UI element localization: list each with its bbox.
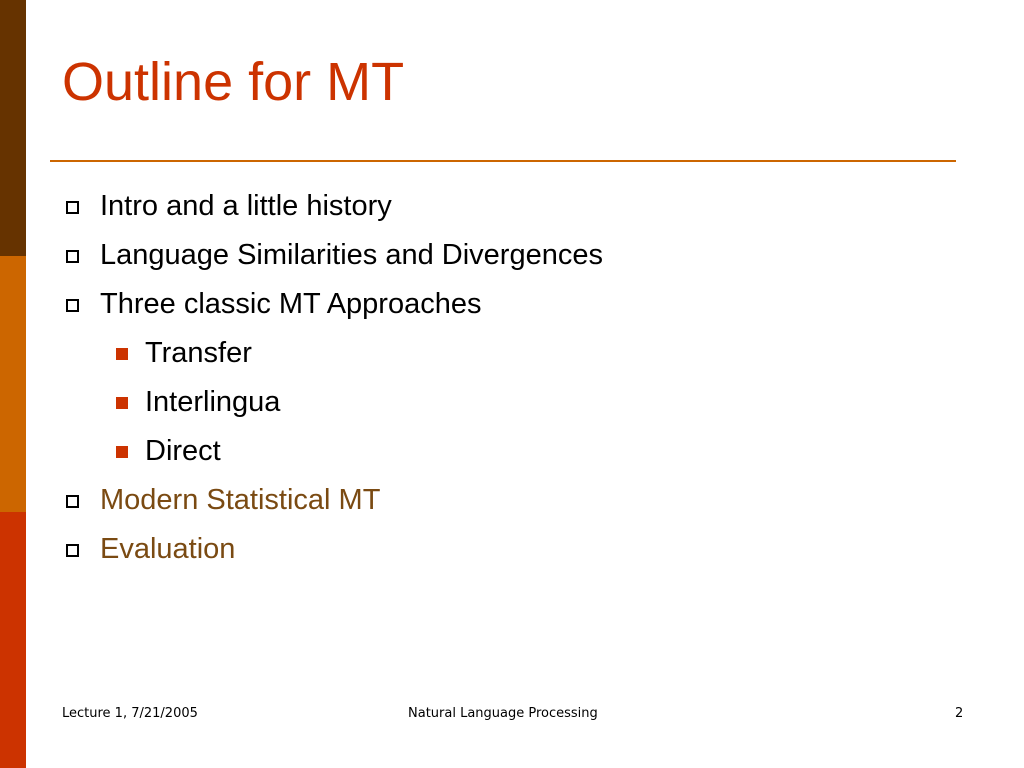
sub-bullet-item: [0, 329, 603, 378]
bullet-list: [0, 182, 603, 574]
bullet-item: [0, 182, 603, 231]
hollow-square-bullet-icon: [66, 495, 79, 508]
footer-lecture-date: Lecture 1, 7/21/2005: [62, 706, 198, 721]
bullet-item: [0, 231, 603, 280]
slide-number: 2: [955, 706, 964, 721]
bullet-text: Modern Statistical MT: [100, 484, 381, 516]
sub-bullet-item: [0, 378, 603, 427]
hollow-square-bullet-icon: [66, 250, 79, 263]
bullet-text: Intro and a little history: [100, 190, 392, 222]
hollow-square-bullet-icon: [66, 201, 79, 214]
title-divider: [50, 160, 956, 162]
sub-bullet-text: Transfer: [145, 337, 252, 369]
hollow-square-bullet-icon: [66, 299, 79, 312]
hollow-square-bullet-icon: [66, 544, 79, 557]
filled-square-bullet-icon: [116, 397, 128, 409]
bullet-text: Three classic MT Approaches: [100, 288, 482, 320]
filled-square-bullet-icon: [116, 348, 128, 360]
sub-bullet-text: Interlingua: [145, 386, 281, 418]
bullet-text: Language Similarities and Divergences: [100, 239, 603, 271]
footer-course-title: Natural Language Processing: [408, 706, 598, 721]
sub-bullet-item: [0, 427, 603, 476]
bullet-item: [0, 476, 603, 525]
slide-title: Outline for MT: [62, 52, 405, 112]
bullet-item: [0, 525, 603, 574]
bullet-item: [0, 280, 603, 329]
sub-bullet-text: Direct: [145, 435, 221, 467]
bullet-text: Evaluation: [100, 533, 236, 565]
filled-square-bullet-icon: [116, 446, 128, 458]
